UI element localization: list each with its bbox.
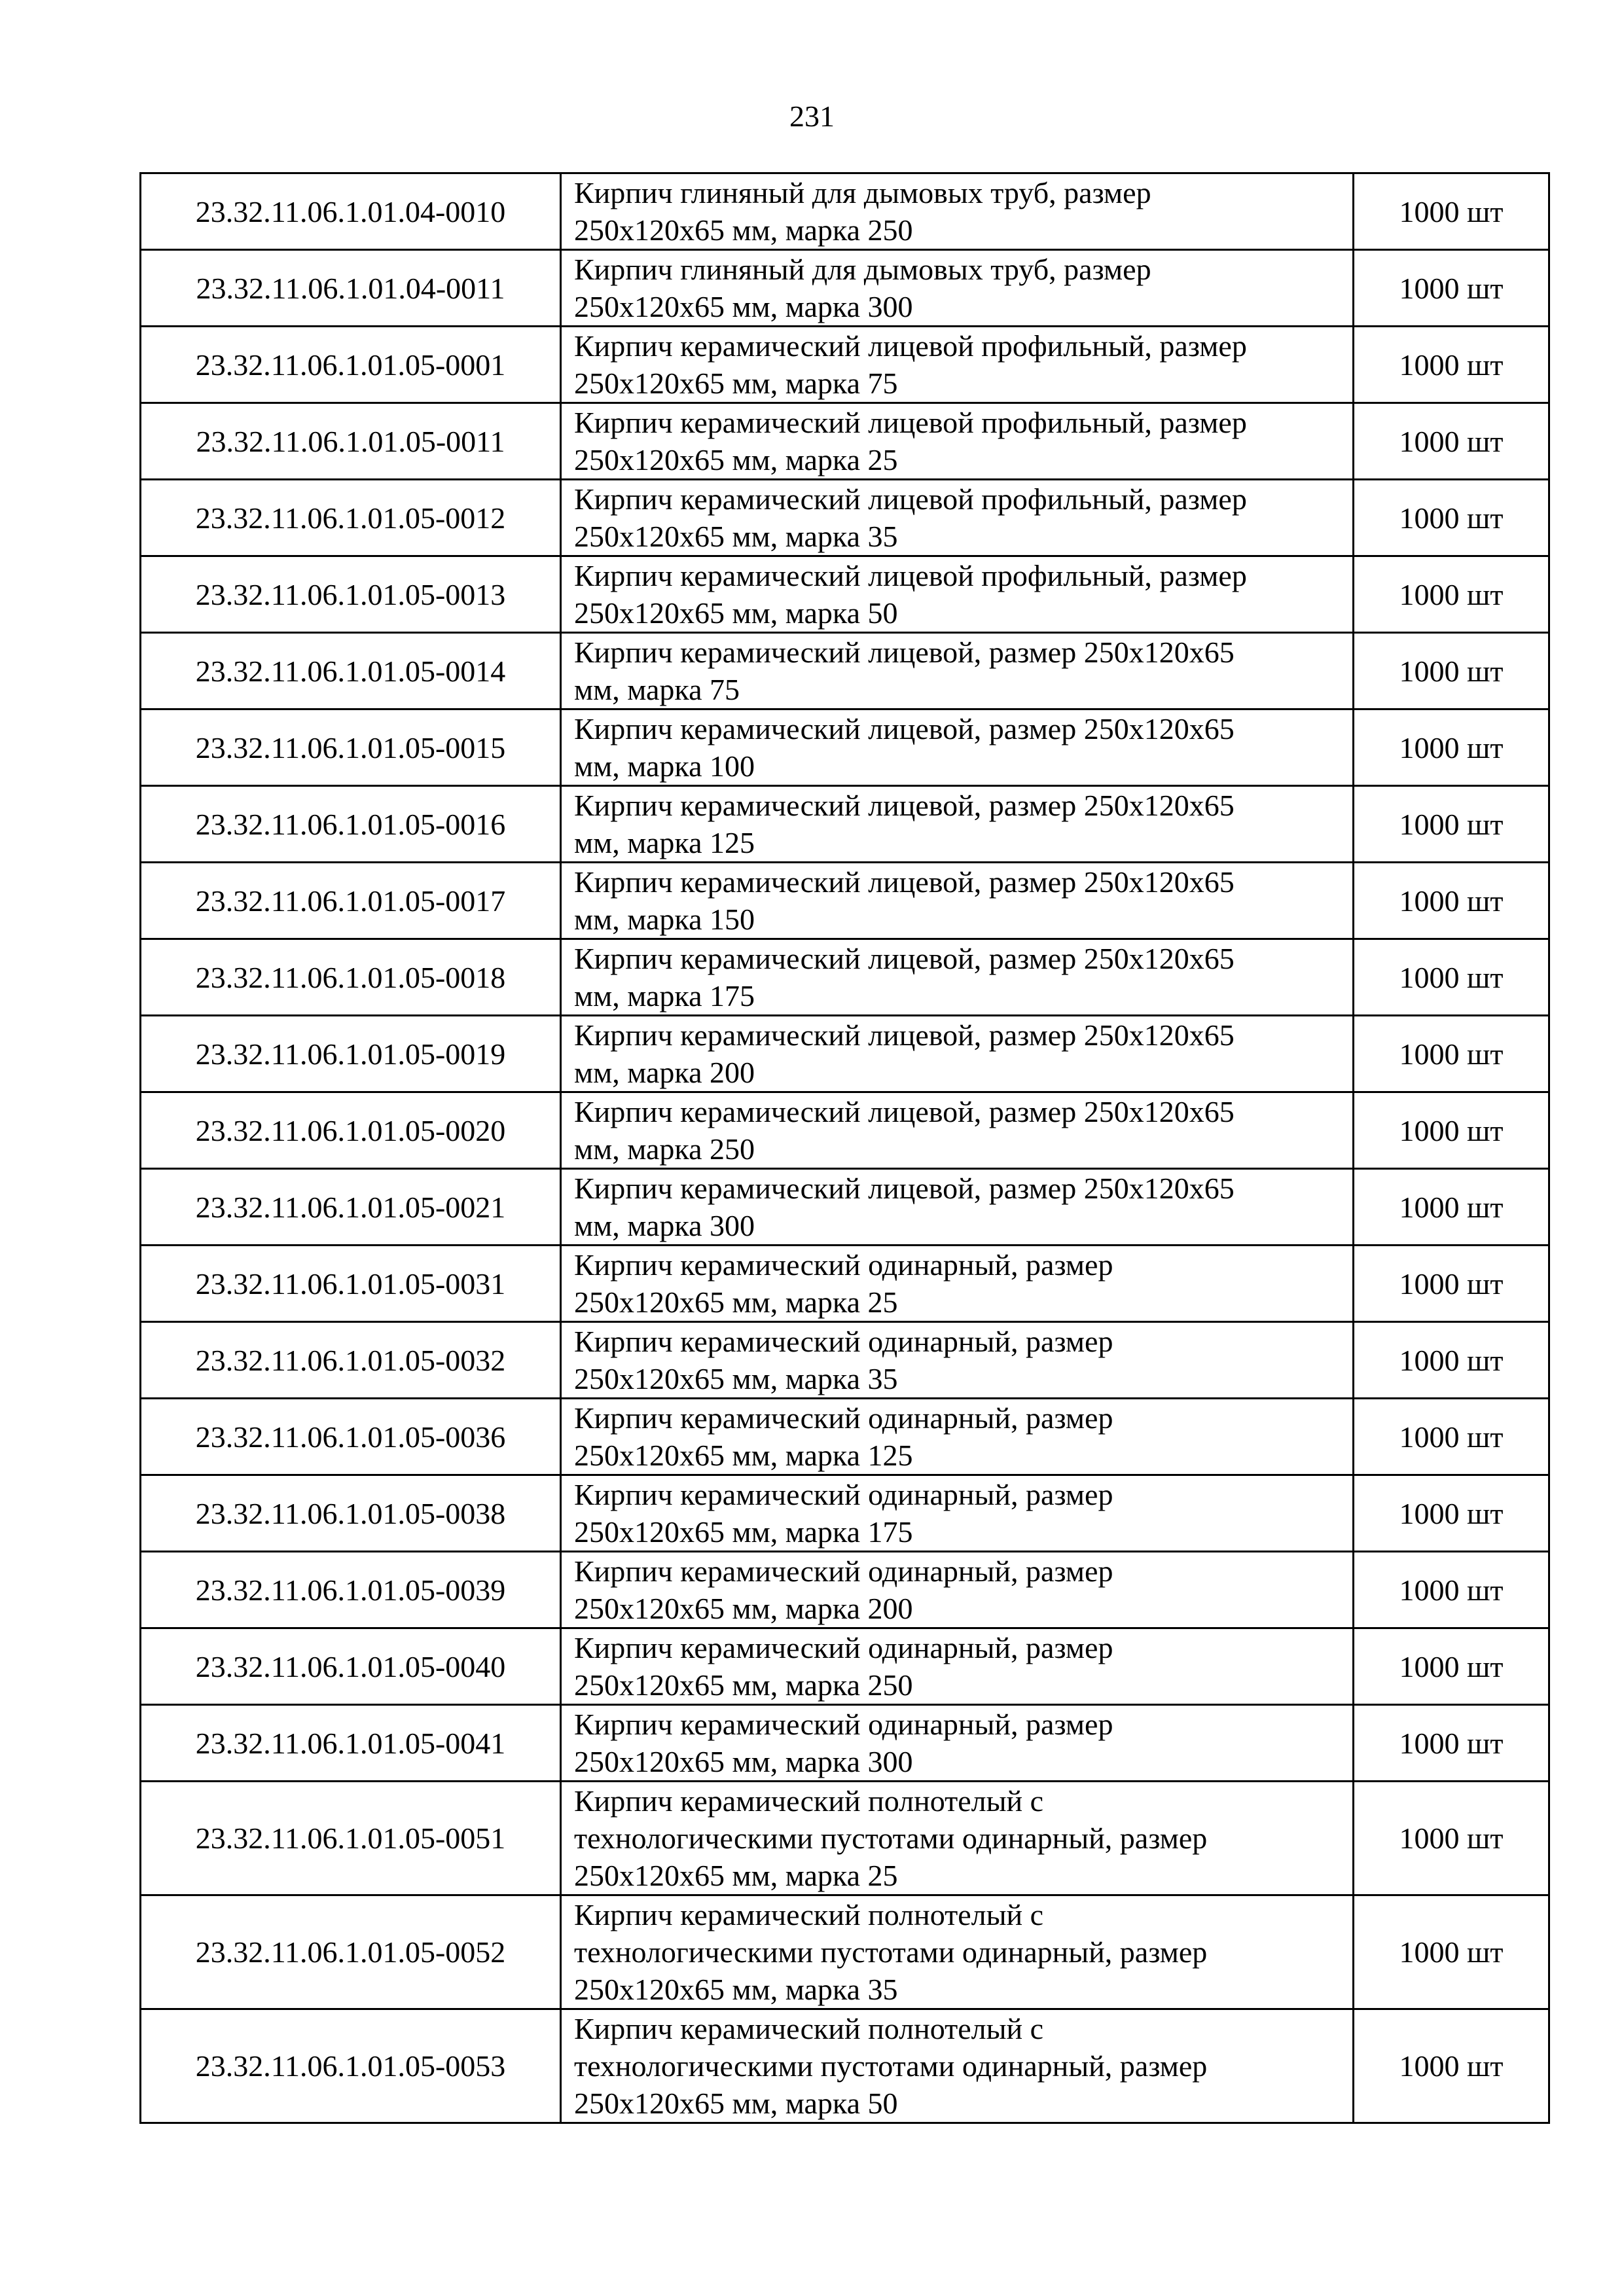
- resource-code-cell: 23.32.11.06.1.01.05-0018: [141, 939, 561, 1016]
- table-row: [141, 173, 1549, 250]
- unit-cell: 1000 шт: [1354, 1016, 1549, 1092]
- unit-cell: 1000 шт: [1354, 1552, 1549, 1628]
- resource-name-cell: Кирпич керамический лицевой профильный, размер 250х120х65 мм, марка 25: [561, 403, 1354, 480]
- unit-cell: 1000 шт: [1354, 1475, 1549, 1552]
- resource-name-cell: Кирпич керамический лицевой профильный, размер 250х120х65 мм, марка 75: [561, 327, 1354, 403]
- unit-cell: 1000 шт: [1354, 327, 1549, 403]
- unit-cell: 1000 шт: [1354, 1399, 1549, 1475]
- unit-cell: 1000 шт: [1354, 1628, 1549, 1705]
- table-row: [141, 327, 1549, 403]
- table-row: [141, 939, 1549, 1016]
- resource-name-cell: Кирпич керамический лицевой, размер 250х120х65 мм, марка 75: [561, 633, 1354, 709]
- table-row: [141, 556, 1549, 633]
- unit-cell: 1000 шт: [1354, 709, 1549, 786]
- resource-name-cell: Кирпич керамический одинарный, размер 250х120х65 мм, марка 25: [561, 1246, 1354, 1322]
- unit-cell: 1000 шт: [1354, 1782, 1549, 1895]
- resource-code-cell: 23.32.11.06.1.01.05-0013: [141, 556, 561, 633]
- table-row: [141, 1322, 1549, 1399]
- resource-name-cell: Кирпич керамический лицевой, размер 250х120х65 мм, марка 125: [561, 786, 1354, 863]
- resource-code-cell: 23.32.11.06.1.01.05-0011: [141, 403, 561, 480]
- page-number: 231: [789, 99, 835, 133]
- resource-name-cell: Кирпич керамический одинарный, размер 250х120х65 мм, марка 250: [561, 1628, 1354, 1705]
- resource-name-cell: Кирпич керамический одинарный, размер 250х120х65 мм, марка 200: [561, 1552, 1354, 1628]
- resource-code-cell: 23.32.11.06.1.01.05-0036: [141, 1399, 561, 1475]
- table-row: [141, 1628, 1549, 1705]
- resource-code-cell: 23.32.11.06.1.01.05-0021: [141, 1169, 561, 1246]
- table-row: [141, 1169, 1549, 1246]
- resource-name-cell: Кирпич керамический полнотелый с технологическими пустотами одинарный, размер 250х120х65 мм, марка 35: [561, 1895, 1354, 2009]
- resource-code-cell: 23.32.11.06.1.01.05-0012: [141, 480, 561, 556]
- resource-name-cell: Кирпич керамический полнотелый с технологическими пустотами одинарный, размер 250х120х65 мм, марка 25: [561, 1782, 1354, 1895]
- table-row: [141, 709, 1549, 786]
- resource-code-cell: 23.32.11.06.1.01.05-0051: [141, 1782, 561, 1895]
- unit-cell: 1000 шт: [1354, 786, 1549, 863]
- table-row: [141, 633, 1549, 709]
- resource-code-cell: 23.32.11.06.1.01.05-0031: [141, 1246, 561, 1322]
- table-row: [141, 1552, 1549, 1628]
- unit-cell: 1000 шт: [1354, 633, 1549, 709]
- resource-name-cell: Кирпич керамический лицевой, размер 250х120х65 мм, марка 100: [561, 709, 1354, 786]
- table-row: [141, 403, 1549, 480]
- resource-code-cell: 23.32.11.06.1.01.05-0001: [141, 327, 561, 403]
- table-row: [141, 1895, 1549, 2009]
- resource-name-cell: Кирпич керамический одинарный, размер 250х120х65 мм, марка 35: [561, 1322, 1354, 1399]
- table-row: [141, 1705, 1549, 1782]
- unit-cell: 1000 шт: [1354, 173, 1549, 250]
- table-row: [141, 1475, 1549, 1552]
- resource-code-cell: 23.32.11.06.1.01.05-0038: [141, 1475, 561, 1552]
- unit-cell: 1000 шт: [1354, 556, 1549, 633]
- resource-name-cell: Кирпич глиняный для дымовых труб, размер 250х120х65 мм, марка 250: [561, 173, 1354, 250]
- resource-code-cell: 23.32.11.06.1.01.05-0040: [141, 1628, 561, 1705]
- resource-name-cell: Кирпич керамический лицевой, размер 250х120х65 мм, марка 300: [561, 1169, 1354, 1246]
- resource-code-cell: 23.32.11.06.1.01.05-0014: [141, 633, 561, 709]
- table-row: [141, 1016, 1549, 1092]
- resource-name-cell: Кирпич керамический одинарный, размер 250х120х65 мм, марка 125: [561, 1399, 1354, 1475]
- table-row: [141, 1782, 1549, 1895]
- unit-cell: 1000 шт: [1354, 2009, 1549, 2123]
- resource-code-cell: 23.32.11.06.1.01.05-0020: [141, 1092, 561, 1169]
- resource-code-cell: 23.32.11.06.1.01.05-0032: [141, 1322, 561, 1399]
- table-row: [141, 2009, 1549, 2123]
- resource-code-cell: 23.32.11.06.1.01.05-0016: [141, 786, 561, 863]
- table-row: [141, 250, 1549, 327]
- resource-code-cell: 23.32.11.06.1.01.05-0052: [141, 1895, 561, 2009]
- resource-name-cell: Кирпич керамический лицевой, размер 250х120х65 мм, марка 150: [561, 863, 1354, 939]
- resource-name-cell: Кирпич керамический полнотелый с технологическими пустотами одинарный, размер 250х120х65 мм, марка 50: [561, 2009, 1354, 2123]
- table-row: [141, 863, 1549, 939]
- resource-code-cell: 23.32.11.06.1.01.05-0053: [141, 2009, 561, 2123]
- unit-cell: 1000 шт: [1354, 1322, 1549, 1399]
- unit-cell: 1000 шт: [1354, 1895, 1549, 2009]
- resource-code-cell: 23.32.11.06.1.01.05-0039: [141, 1552, 561, 1628]
- unit-cell: 1000 шт: [1354, 403, 1549, 480]
- unit-cell: 1000 шт: [1354, 1246, 1549, 1322]
- resource-name-cell: Кирпич керамический лицевой, размер 250х120х65 мм, марка 200: [561, 1016, 1354, 1092]
- unit-cell: 1000 шт: [1354, 1092, 1549, 1169]
- resource-code-cell: 23.32.11.06.1.01.05-0017: [141, 863, 561, 939]
- unit-cell: 1000 шт: [1354, 1169, 1549, 1246]
- table-row: [141, 1246, 1549, 1322]
- resource-name-cell: Кирпич керамический лицевой, размер 250х120х65 мм, марка 175: [561, 939, 1354, 1016]
- table-row: [141, 786, 1549, 863]
- resource-name-cell: Кирпич керамический лицевой, размер 250х120х65 мм, марка 250: [561, 1092, 1354, 1169]
- resource-code-cell: 23.32.11.06.1.01.05-0041: [141, 1705, 561, 1782]
- table-row: [141, 480, 1549, 556]
- table-row: [141, 1092, 1549, 1169]
- resource-code-cell: 23.32.11.06.1.01.05-0019: [141, 1016, 561, 1092]
- resource-name-cell: Кирпич керамический лицевой профильный, размер 250х120х65 мм, марка 35: [561, 480, 1354, 556]
- materials-table-body: [141, 173, 1549, 2123]
- unit-cell: 1000 шт: [1354, 939, 1549, 1016]
- resource-code-cell: 23.32.11.06.1.01.04-0010: [141, 173, 561, 250]
- resource-name-cell: Кирпич глиняный для дымовых труб, размер 250х120х65 мм, марка 300: [561, 250, 1354, 327]
- unit-cell: 1000 шт: [1354, 250, 1549, 327]
- resource-name-cell: Кирпич керамический одинарный, размер 250х120х65 мм, марка 175: [561, 1475, 1354, 1552]
- unit-cell: 1000 шт: [1354, 1705, 1549, 1782]
- unit-cell: 1000 шт: [1354, 863, 1549, 939]
- resource-code-cell: 23.32.11.06.1.01.04-0011: [141, 250, 561, 327]
- unit-cell: 1000 шт: [1354, 480, 1549, 556]
- resource-code-cell: 23.32.11.06.1.01.05-0015: [141, 709, 561, 786]
- resource-name-cell: Кирпич керамический лицевой профильный, размер 250х120х65 мм, марка 50: [561, 556, 1354, 633]
- resource-name-cell: Кирпич керамический одинарный, размер 250х120х65 мм, марка 300: [561, 1705, 1354, 1782]
- materials-table: [139, 172, 1550, 2124]
- table-row: [141, 1399, 1549, 1475]
